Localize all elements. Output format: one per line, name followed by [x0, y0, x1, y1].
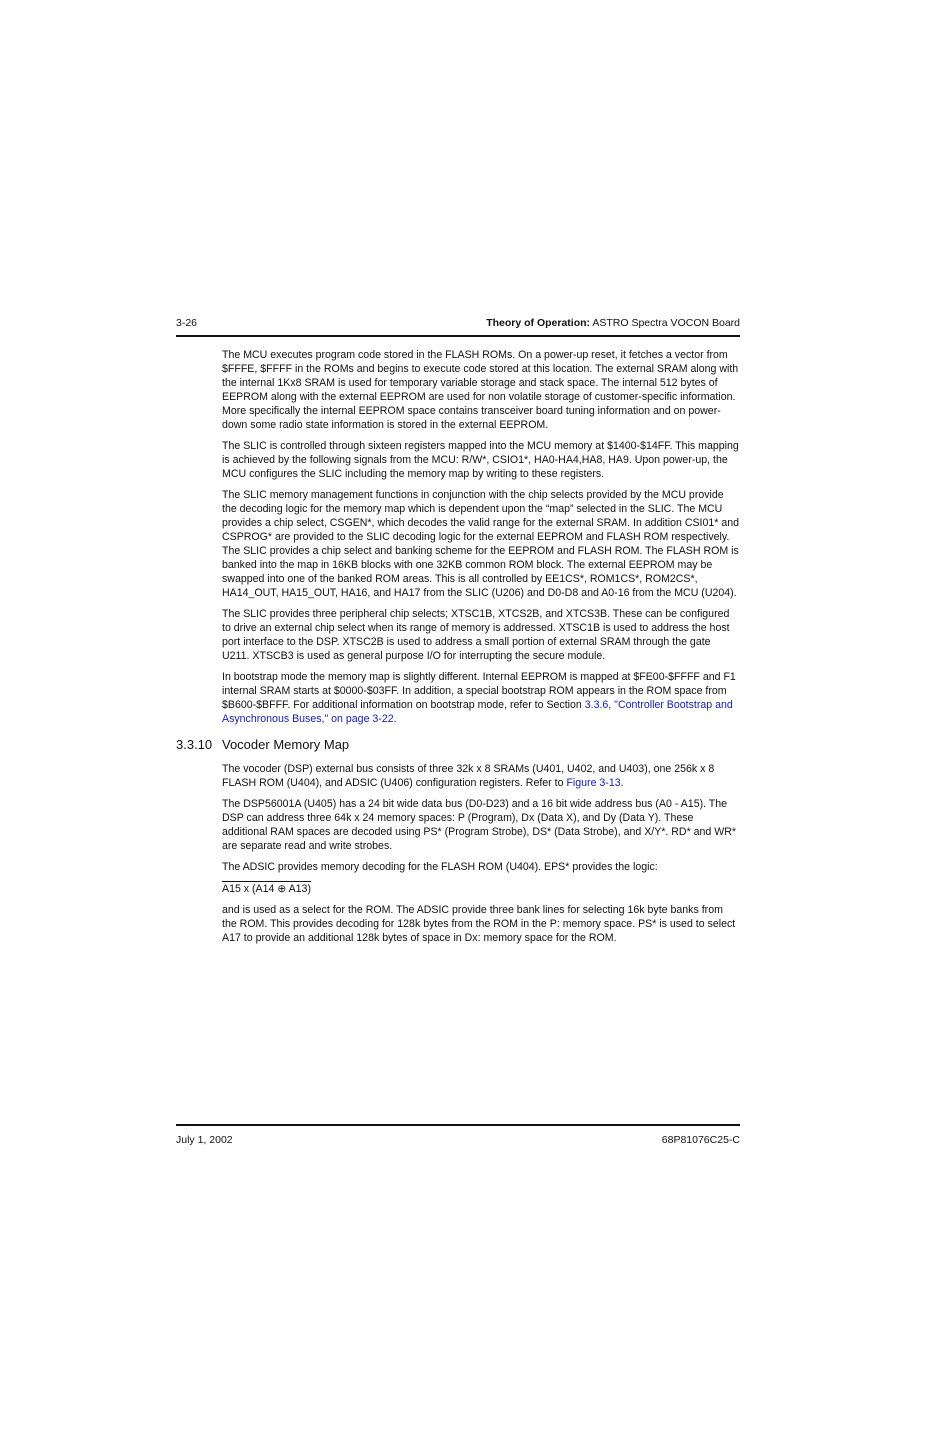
running-title: [486, 316, 740, 330]
paragraph-adsic-decoding: The ADSIC provides memory decoding for the FLASH ROM (U404). EPS* provides the logic:: [222, 861, 658, 873]
section-number: 3.3.10: [176, 737, 213, 752]
bootstrap-text: In bootstrap mode the memory map is slightly different. Internal EEPROM is mapped at $FE00-$FFFF and F1 internal SRAM starts at $0000-$03FF. In addition, a special bootstrap ROM appears in the ROM space from $B600-$BFFF. For additional information on bootstrap mode, refer to Section: [222, 671, 736, 711]
logic-formula: A15 x (A14 ⊕ A13): [222, 883, 311, 895]
section-heading: [176, 737, 740, 753]
page-number: 3-26: [176, 317, 198, 329]
paragraph-slic-memory-management: The SLIC memory management functions in conjunction with the chip selects provided by the MCU provide the decoding logic for the memory map which is dependent upon the “map” selected in the SLIC. The MCU provides a chip select, CSGEN*, which decodes the valid range for the external SRAM. In addition CSI01* and CSPROG* are provided to the SLIC decoding logic for the external EEPROM and FLASH ROM respectively. The SLIC provides a chip select and banking scheme for the EEPROM and FLASH ROM. The FLASH ROM is banked into the map in 16KB blocks with one 32KB common ROM block. The external EEPROM may be swapped into one of the banked ROM areas. This is all controlled by EE1CS*, ROM1CS*, ROM2CS*, HA14_OUT, HA15_OUT, HA16, and HA17 from the SLIC (U206) and D0-D8 and A0-16 from the MCU (U204).: [222, 489, 740, 599]
paragraph-vocoder-bus: [222, 762, 740, 790]
figure-reference-link[interactable]: Figure 3-13: [566, 777, 621, 789]
footer-rule: [176, 1124, 740, 1126]
bootstrap-end: .: [393, 713, 397, 725]
footer-date: July 1, 2002: [176, 1134, 233, 1146]
vocoder-intro-text: The vocoder (DSP) external bus consists of three 32k x 8 SRAMs (U401, U402, and U403), one 256k x 8 FLASH ROM (U404), and ADSIC (U406) configuration registers. Refer to: [222, 763, 715, 789]
vocoder-intro-end: .: [620, 777, 624, 789]
section-reference-link[interactable]: 3.3.6, "Controller Bootstrap and Asynchronous Buses," on page 3-22: [222, 699, 733, 725]
paragraph-mcu-execution: The MCU executes program code stored in the FLASH ROMs. On a power-up reset, it fetches a vector from $FFFE, $FFFF in the ROMs and begins to execute code stored at this location. The external SRAM along with the internal 1Kx8 SRAM is used for temporary variable storage and stack space. The internal 512 bytes of EEPROM along with the external EEPROM are used for non volatile storage of customer-specific information. More specifically the internal EEPROM space contains transceiver board tuning information and on power-down some radio state information is stored in the external EEPROM.: [222, 349, 739, 431]
page-body: [176, 348, 740, 952]
header-rule: [176, 335, 740, 337]
running-title-rest: ASTRO Spectra VOCON Board: [590, 317, 740, 329]
paragraph-dsp-bus: The DSP56001A (U405) has a 24 bit wide data bus (D0-D23) and a 16 bit wide address bus (A0 - A15). The DSP can address three 64k x 24 memory spaces: P (Program), Dx (Data X), and Dy (Data Y). These additional RAM spaces are decoded using PS* (Program Strobe), DS* (Data Strobe), and X/Y*. RD* and WR* are separate read and write strobes.: [222, 798, 737, 852]
section-title: Vocoder Memory Map: [222, 737, 350, 752]
page-header: [176, 316, 740, 330]
page-footer: [176, 1133, 740, 1147]
paragraph-peripheral-chip-selects: The SLIC provides three peripheral chip selects; XTSC1B, XTCS2B, and XTCS3B. These can be configured to drive an external chip select when its range of memory is addressed. XTSC1B is used to address the host port interface to the DSP. XTSC2B is used to address a small portion of external SRAM through the gate U211. XTSCB3 is used as general purpose I/O for interrupting the secure module.: [222, 608, 730, 662]
footer-document-id: 68P81076C25-C: [661, 1134, 740, 1146]
paragraph-bootstrap-mode: [222, 670, 740, 726]
paragraph-rom-select: and is used as a select for the ROM. The ADSIC provide three bank lines for selecting 16k byte banks from the ROM. This provides decoding for 128k bytes from the ROM in the P: memory space. PS* is used to select A17 to provide an additional 128k bytes of space in Dx: memory space for the ROM.: [222, 904, 736, 944]
running-title-bold: Theory of Operation:: [486, 317, 591, 329]
paragraph-slic-registers: The SLIC is controlled through sixteen registers mapped into the MCU memory at $1400-$14FF. This mapping is achieved by the following signals from the MCU: R/W*, CSIO1*, HA0-HA4,HA8, HA9. Upon power-up, the MCU configures the SLIC including the memory map by writing to these registers.: [222, 440, 739, 480]
